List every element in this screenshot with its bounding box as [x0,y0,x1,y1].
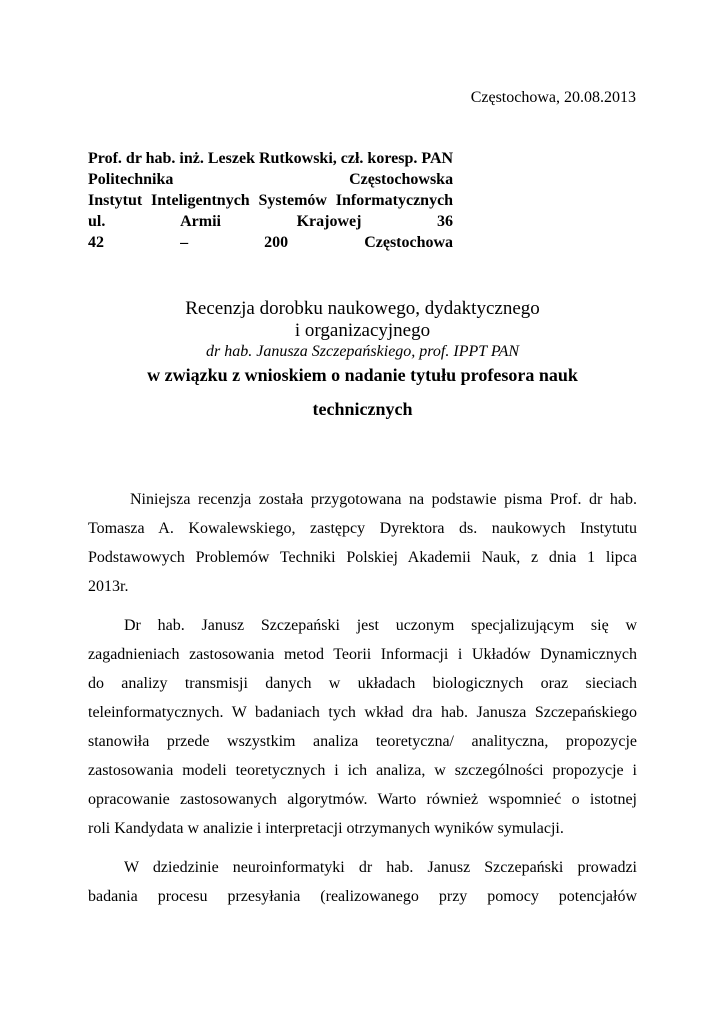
review-title [88,298,637,420]
reviewer-name: Prof. dr hab. inż. Leszek Rutkowski, czł. koresp. PAN [88,150,454,167]
paragraph-3 [88,853,637,911]
paragraph-line: teleinformatycznych. W badaniach tych wkład dra hab. Janusza Szczepańskiego [88,704,637,721]
candidate-name: dr hab. Janusza Szczepańskiego, prof. IPPT PAN [205,343,520,360]
reviewer-street: ul. Armii Krajowej 36 [88,213,454,230]
reviewer-institute: Instytut Inteligentnych Systemów Informatycznych [88,192,454,209]
review-body [88,485,637,921]
paragraph-line: Dr hab. Janusz Szczepański jest uczonym specjalizującym się w [124,617,637,634]
paragraph-line: W dziedzinie neuroinformatyki dr hab. Janusz Szczepański prowadzi [124,859,637,876]
paragraph-line: Podstawowych Problemów Techniki Polskiej Akademii Nauk, z dnia 1 lipca [88,549,637,566]
reviewer-address-block [88,148,453,253]
paragraph-line: roli Kandydata w analizie i interpretacji otrzymanych wyników symulacji. [88,820,564,837]
reviewer-postal-city: 42 – 200 Częstochowa [88,234,454,251]
place-date: Częstochowa, 20.08.2013 [470,89,636,106]
paragraph-line: 2013r. [88,578,129,595]
paragraph-2 [88,611,637,843]
paragraph-line: do analizy transmisji danych w układach biologicznych oraz sieciach [88,675,637,692]
reviewer-university: Politechnika Częstochowska [88,171,454,188]
paragraph-1 [88,485,637,601]
title-line-2: i organizacyjnego [294,320,431,341]
paragraph-line: Tomasza A. Kowalewskiego, zastępcy Dyrektora ds. naukowych Instytutu [88,520,637,537]
paragraph-line: opracowanie zastosowanych algorytmów. Warto również wspomnieć o istotnej [88,791,637,808]
paragraph-line: zastosowania modeli teoretycznych i ich analiza, w szczególności propozycje i [88,762,637,779]
paragraph-line: stanowiła przede wszystkim analiza teoretyczna/ analityczna, propozycje [88,733,637,750]
title-purpose-line-1: w związku z wnioskiem o nadanie tytułu profesora nauk [147,365,578,385]
paragraph-line: badania procesu przesyłania (realizowanego przy pomocy potencjałów [88,888,637,905]
paragraph-line: zagadnieniach zastosowania metod Teorii Informacji i Układów Dynamicznych [88,646,637,663]
title-purpose-line-2: technicznych [312,399,413,419]
title-line-1: Recenzja dorobku naukowego, dydaktycznego [185,298,540,319]
paragraph-line: Niniejsza recenzja została przygotowana na podstawie pisma Prof. dr hab. [130,491,637,508]
